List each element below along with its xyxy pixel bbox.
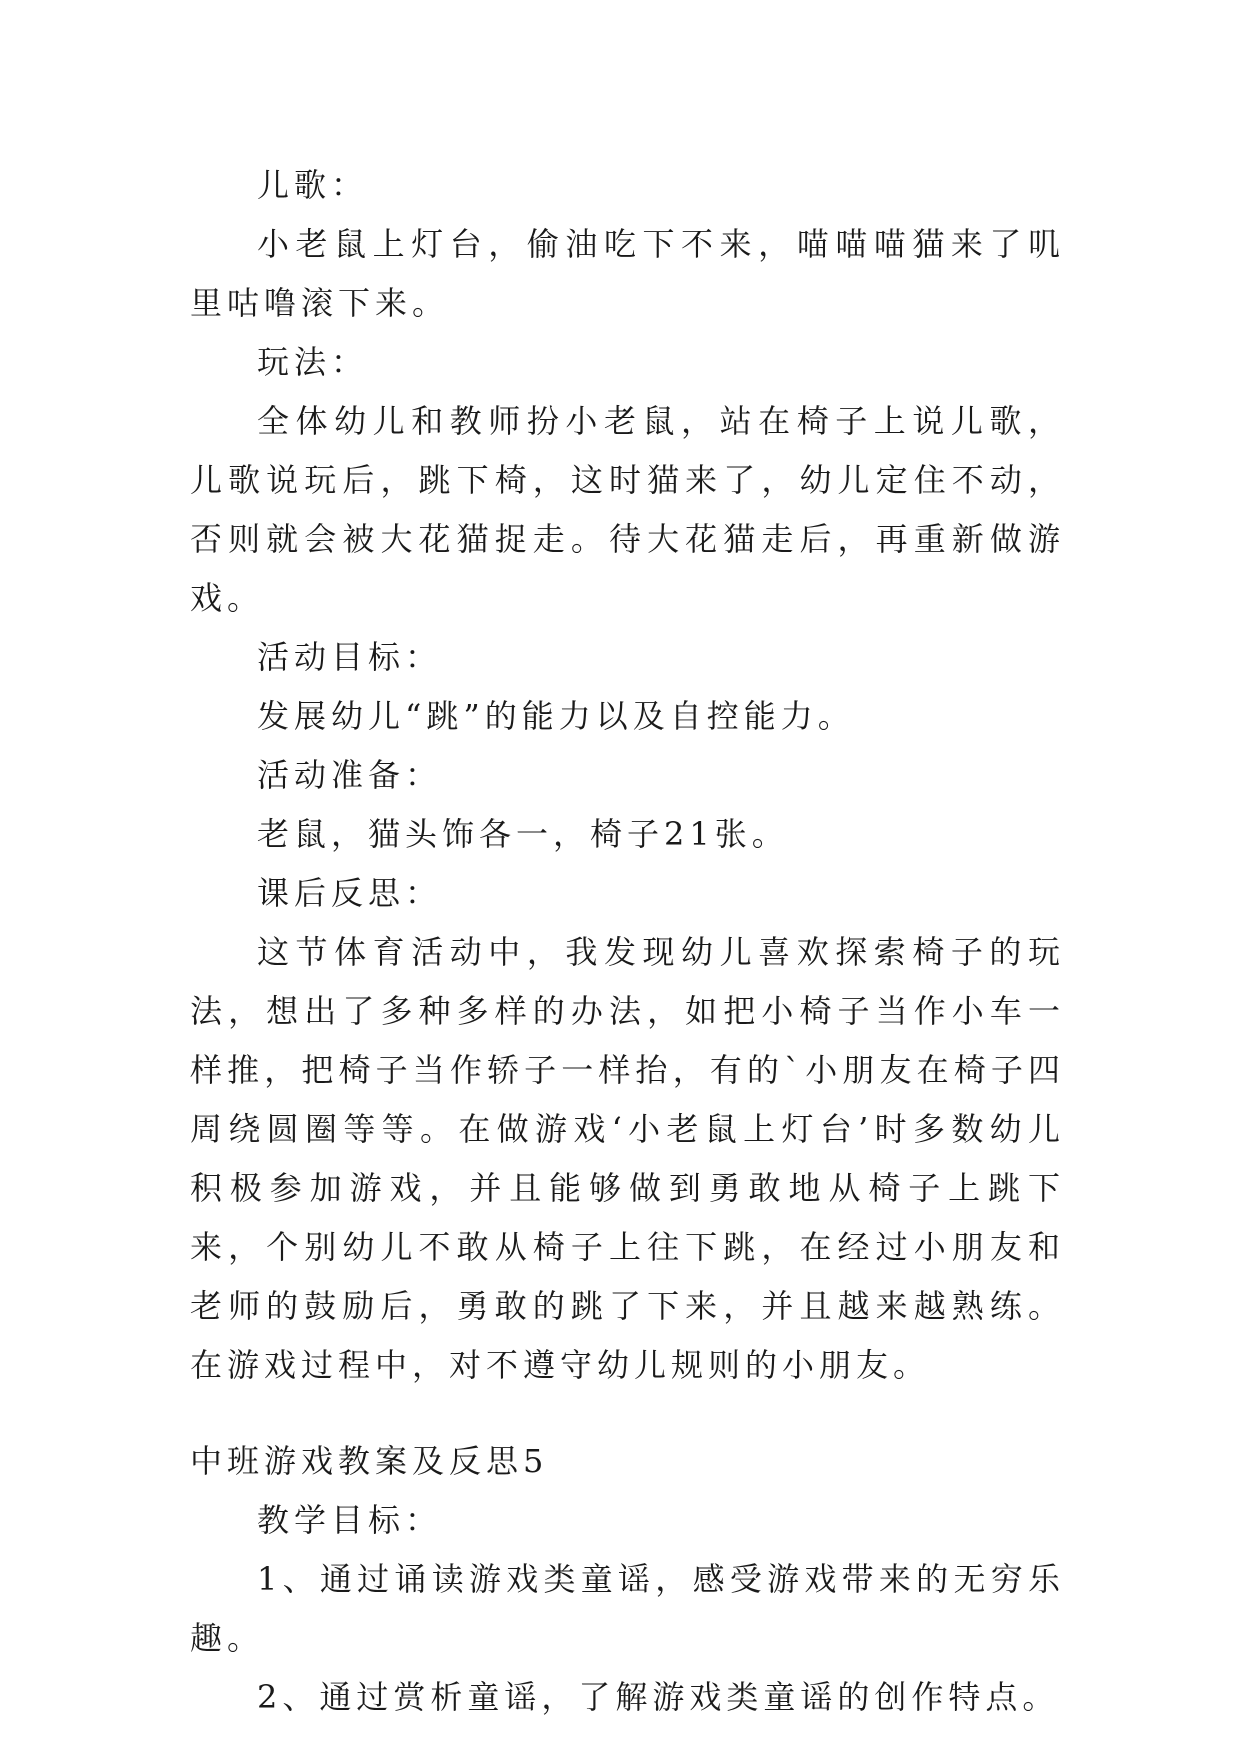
paragraph-gameplay-heading: 玩法：	[257, 343, 369, 381]
section-title: 中班游戏教案及反思5	[190, 1442, 549, 1480]
paragraph-teaching-goal-1: 1、通过诵读游戏类童谣，感受游戏带来的无穷乐趣。	[190, 1560, 1065, 1657]
paragraph-gameplay-text: 全体幼儿和教师扮小老鼠，站在椅子上说儿歌，儿歌说玩后，跳下椅，这时猫来了，幼儿定住不动，否则就会被大花猫捉走。待大花猫走后，再重新做游戏。	[190, 402, 1065, 617]
paragraph-reflection-text: 这节体育活动中，我发现幼儿喜欢探索椅子的玩法，想出了多种多样的办法，如把小椅子当作小车一样推，把椅子当作轿子一样抬，有的`小朋友在椅子四周绕圆圈等等。在做游戏‘小老鼠上灯台’时多数幼儿积极参加游戏，并且能够做到勇敢地从椅子上跳下来，个别幼儿不敢从椅子上往下跳，在经过小朋友和老师的鼓励后，勇敢的跳了下来，并且越来越熟练。在游戏过程中，对不遵守幼儿规则的小朋友。	[190, 933, 1065, 1384]
paragraph-activity-goal-text: 发展幼儿“跳”的能力以及自控能力。	[257, 697, 855, 735]
paragraph-nursery-rhyme-text: 小老鼠上灯台，偷油吃下不来，喵喵喵猫来了叽里咕噜滚下来。	[190, 225, 1065, 322]
paragraph-reflection-heading: 课后反思：	[257, 874, 443, 912]
section-gap	[190, 1395, 1065, 1432]
paragraph-activity-prep-text: 老鼠，猫头饰各一，椅子21张。	[257, 815, 789, 853]
document-body	[190, 156, 1065, 1727]
paragraph-teaching-goal-2: 2、通过赏析童谣，了解游戏类童谣的创作特点。	[257, 1678, 1060, 1716]
paragraph-activity-prep-heading: 活动准备：	[257, 756, 443, 794]
paragraph-teaching-goal-heading: 教学目标：	[257, 1501, 443, 1539]
paragraph-activity-goal-heading: 活动目标：	[257, 638, 443, 676]
paragraph-nursery-rhyme-heading: 儿歌：	[257, 166, 369, 204]
